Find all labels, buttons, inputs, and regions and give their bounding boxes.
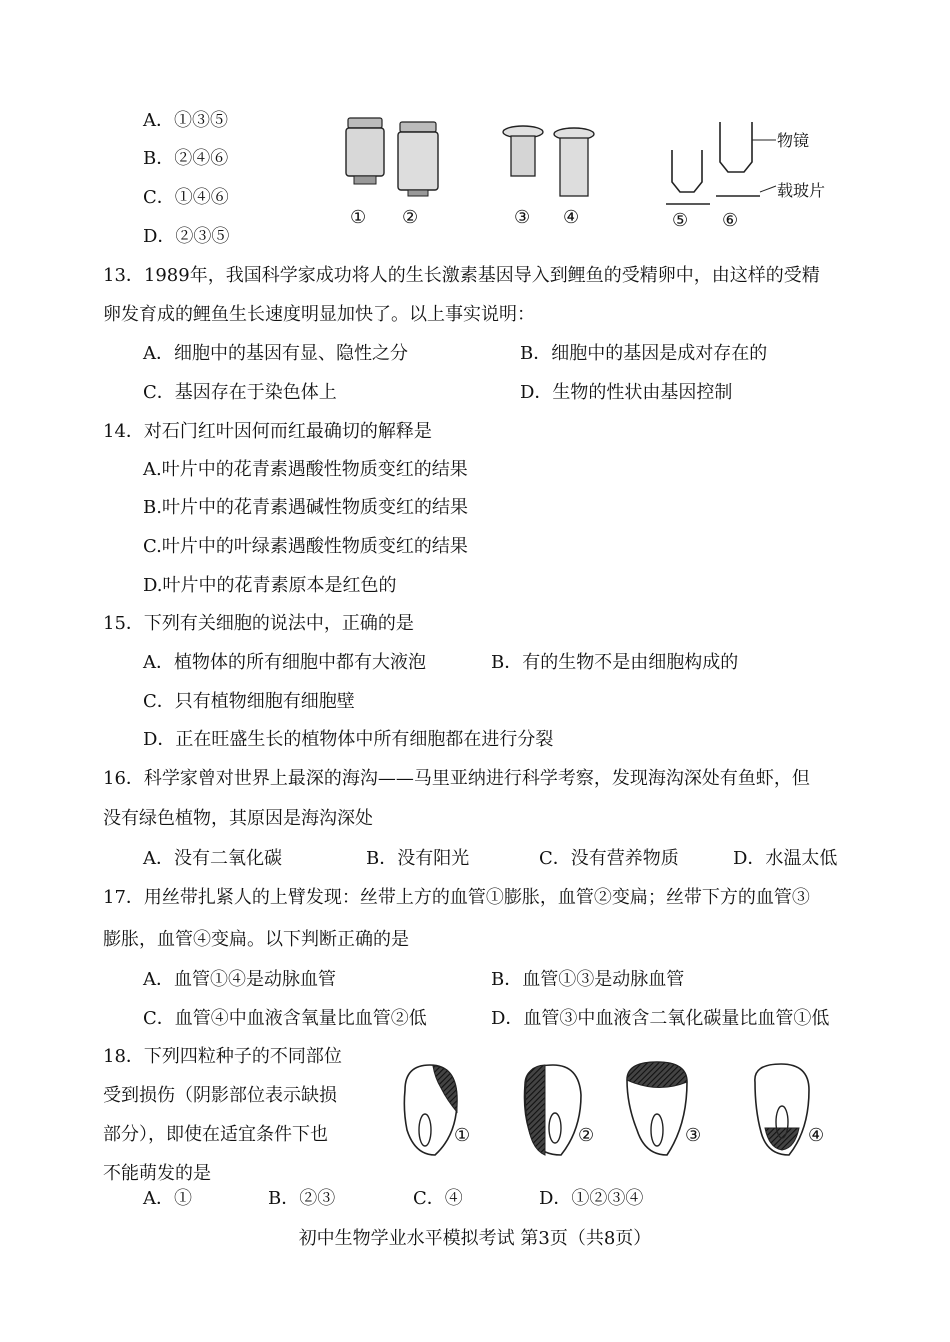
q17-option-c: C．血管④中血液含氧量比血管②低 <box>143 1008 427 1029</box>
q16-stem-line2: 没有绿色植物，其原因是海沟深处 <box>103 808 373 829</box>
q13-option-b: B．细胞中的基因是成对存在的 <box>520 343 768 364</box>
figure-number-2: ② <box>402 207 419 228</box>
objective-5-icon <box>666 150 710 204</box>
q17-option-a: A．血管①④是动脉血管 <box>143 969 336 990</box>
q18-stem-line3: 部分），即使在适宜条件下也 <box>103 1124 328 1145</box>
q14-stem: 14．对石门红叶因何而红最确切的解释是 <box>103 421 432 442</box>
q14-option-d: D.叶片中的花青素原本是红色的 <box>143 575 397 596</box>
seed-3-icon <box>627 1062 687 1155</box>
figure-number-1: ① <box>350 207 367 228</box>
q12-option-b: B．②④⑥ <box>143 148 229 169</box>
q18-option-b: B．②③ <box>268 1188 336 1209</box>
q13-option-a: A．细胞中的基因有显、隐性之分 <box>143 343 408 364</box>
q14-option-c: C.叶片中的叶绿素遇酸性物质变红的结果 <box>143 536 468 557</box>
q13-stem-line1: 13．1989年，我国科学家成功将人的生长激素基因导入到鲤鱼的受精卵中，由这样的受精 <box>103 265 820 286</box>
q15-option-c: C．只有植物细胞有细胞壁 <box>143 691 355 712</box>
seed-number-3: ③ <box>685 1125 702 1146</box>
q13-stem-line2: 卵发育成的鲤鱼生长速度明显加快了。以上事实说明： <box>103 304 535 325</box>
lens-3-icon <box>503 126 543 176</box>
q17-stem-line2: 膨胀，血管④变扁。以下判断正确的是 <box>103 929 409 950</box>
objective-label: 物镜 <box>777 131 810 150</box>
q18-stem-line4: 不能萌发的是 <box>103 1163 211 1184</box>
q14-option-a: A.叶片中的花青素遇酸性物质变红的结果 <box>143 459 468 480</box>
q17-stem-line1: 17．用丝带扎紧人的上臂发现：丝带上方的血管①膨胀，血管②变扁；丝带下方的血管③ <box>103 887 810 908</box>
page-footer: 初中生物学业水平模拟考试 第3页（共8页） <box>298 1228 652 1249</box>
q15-option-a: A．植物体的所有细胞中都有大液泡 <box>143 652 426 673</box>
q15-option-b: B．有的生物不是由细胞构成的 <box>491 652 739 673</box>
q13-option-c: C．基因存在于染色体上 <box>143 382 337 403</box>
q18-stem-line1: 18．下列四粒种子的不同部位 <box>103 1046 342 1067</box>
seed-number-2: ② <box>578 1125 595 1146</box>
figure-number-4: ④ <box>563 207 580 228</box>
q17-option-d: D．血管③中血液含二氧化碳量比血管①低 <box>491 1008 830 1029</box>
seed-1-icon <box>404 1065 457 1155</box>
q16-option-c: C．没有营养物质 <box>539 848 679 869</box>
q18-stem-line2: 受到损伤（阴影部位表示缺损 <box>103 1085 337 1106</box>
seed-figure <box>395 1060 845 1170</box>
q12-option-a: A．①③⑤ <box>143 110 228 131</box>
q12-option-d: D．②③⑤ <box>143 226 230 247</box>
q14-option-b: B.叶片中的花青素遇碱性物质变红的结果 <box>143 497 468 518</box>
seed-2-icon <box>525 1065 582 1155</box>
figure-number-5: ⑤ <box>672 210 689 231</box>
q15-option-d: D．正在旺盛生长的植物体中所有细胞都在进行分裂 <box>143 729 554 750</box>
q17-option-b: B．血管①③是动脉血管 <box>491 969 685 990</box>
figure-number-6: ⑥ <box>722 210 739 231</box>
objective-6-icon <box>716 122 776 196</box>
figure-number-3: ③ <box>514 207 531 228</box>
seed-number-4: ④ <box>808 1125 825 1146</box>
q13-option-d: D．生物的性状由基因控制 <box>520 382 733 403</box>
seed-number-1: ① <box>454 1125 471 1146</box>
lens-2-icon <box>398 122 438 196</box>
lens-4-icon <box>554 128 594 196</box>
q15-stem: 15．下列有关细胞的说法中，正确的是 <box>103 613 414 634</box>
q18-option-a: A．① <box>143 1188 192 1209</box>
q12-option-c: C．①④⑥ <box>143 187 229 208</box>
q16-option-b: B．没有阳光 <box>366 848 470 869</box>
q18-option-d: D．①②③④ <box>539 1188 644 1209</box>
lens-1-icon <box>346 118 384 184</box>
slide-label: 载玻片 <box>777 181 826 200</box>
q16-option-a: A．没有二氧化碳 <box>143 848 282 869</box>
seed-4-icon <box>755 1064 809 1155</box>
q18-option-c: C．④ <box>413 1188 463 1209</box>
q16-option-d: D．水温太低 <box>733 848 838 869</box>
q16-stem-line1: 16．科学家曾对世界上最深的海沟——马里亚纳进行科学考察，发现海沟深处有鱼虾，但 <box>103 768 810 789</box>
